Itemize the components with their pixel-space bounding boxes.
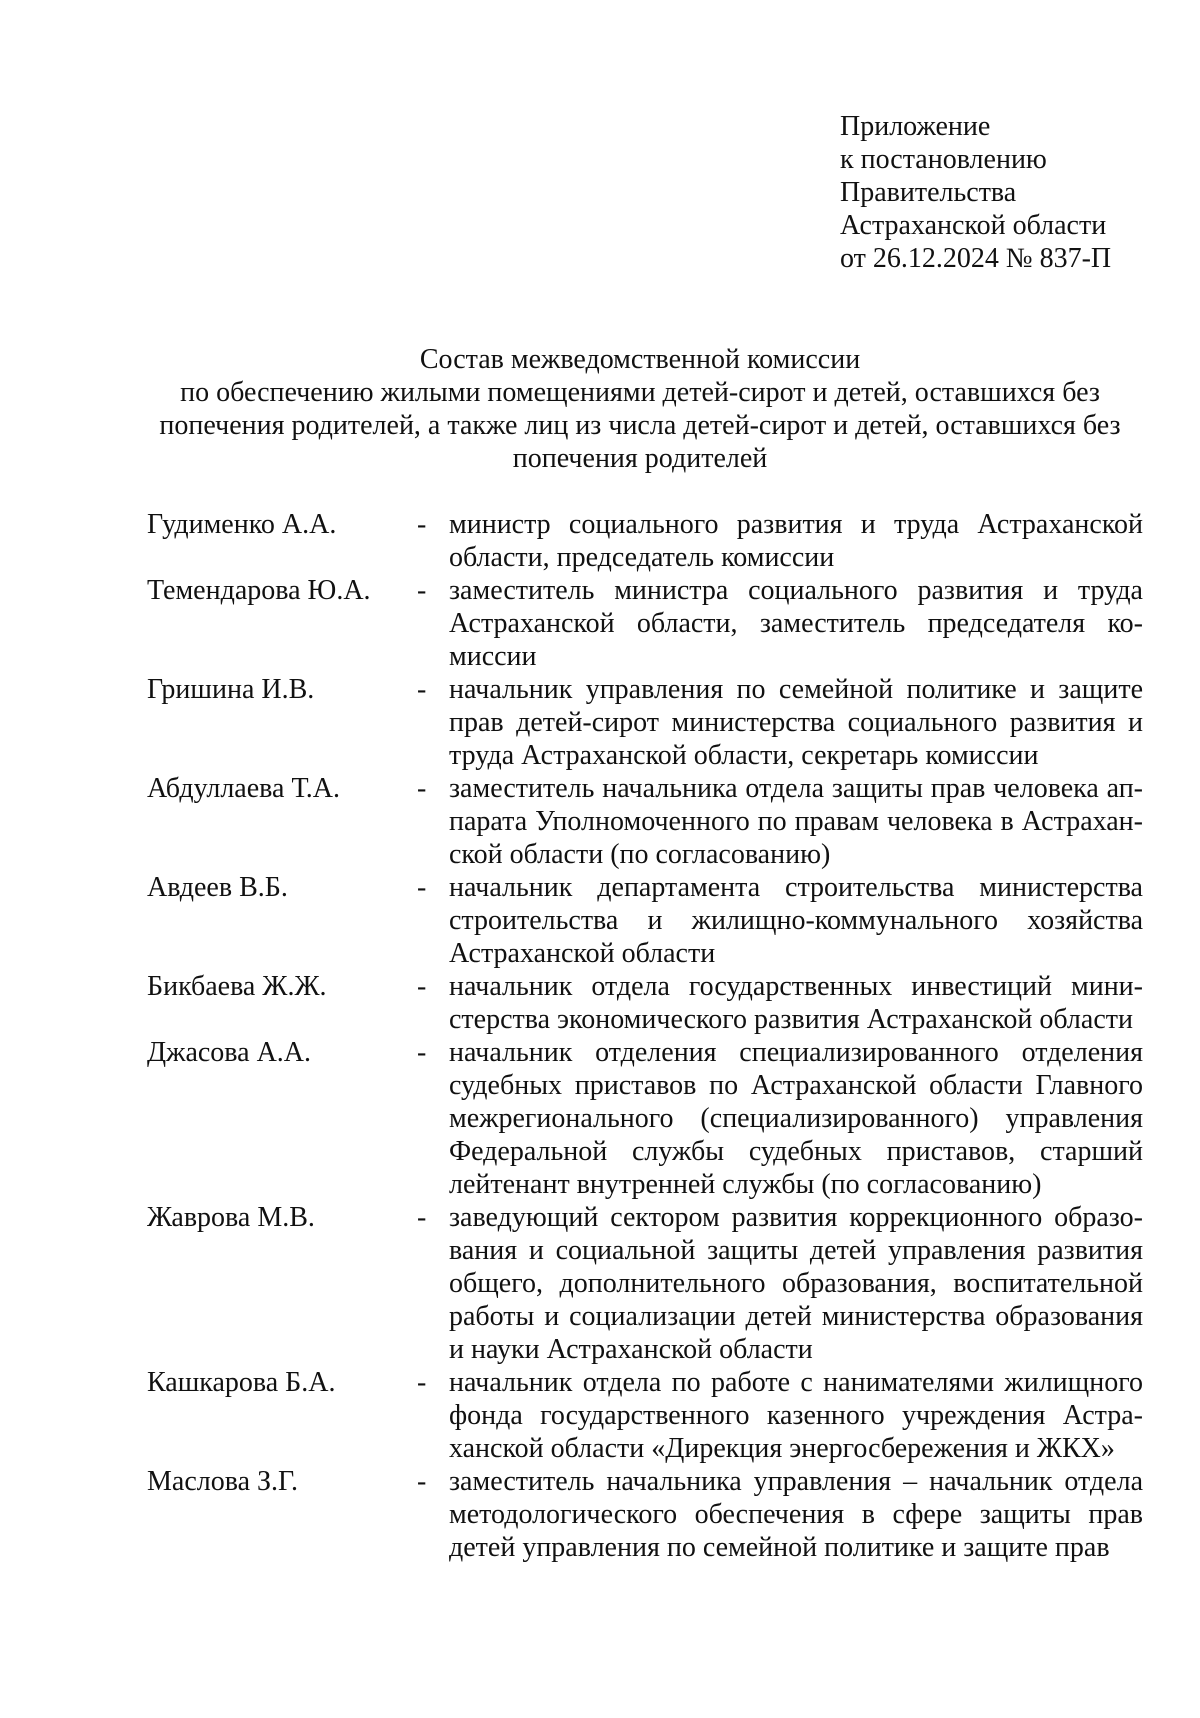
title-line: попечения родителей, а также лиц из числа детей-сирот и детей, оставшихся без: [159, 410, 1121, 441]
member-name: Темендарова Ю.А.: [147, 575, 371, 606]
appendix-line: от 26.12.2024 № 837-П: [840, 243, 1112, 274]
member-role: заместитель начальника управления – начальник отдела методологического обеспечения в сфере защиты прав детей управления по семейной политике и защите прав: [449, 1466, 1143, 1563]
member-role: заместитель министра социального развития и труда Астраханской области, заместитель председателя комиссии: [449, 575, 1143, 672]
document-title: [140, 343, 1140, 475]
member-name: Авдеев В.Б.: [147, 872, 288, 903]
member-name: Гудименко А.А.: [147, 509, 337, 540]
member-name: Абдуллаева Т.А.: [147, 773, 340, 804]
member-role: начальник отделения специализированного отделения судебных приставов по Астраханской области Главного межрегионального (специализированного) управления Федеральной службы судебных приставов, старший лейтенант внутренней службы (по согласованию): [449, 1037, 1143, 1200]
member-dash: -: [417, 773, 427, 804]
member-dash: -: [417, 1202, 427, 1233]
member-role: начальник отдела государственных инвестиций министерства экономического развития Астраханской области: [449, 971, 1143, 1035]
appendix-line: к постановлению: [840, 144, 1047, 175]
member-name: Джасова А.А.: [147, 1037, 312, 1068]
member-row: [147, 1366, 1143, 1465]
member-row: [147, 574, 1143, 673]
member-dash: -: [417, 1367, 427, 1398]
member-name: Маслова З.Г.: [147, 1466, 299, 1497]
appendix-line: Правительства: [840, 177, 1017, 208]
member-row: [147, 871, 1143, 970]
member-role: министр социального развития и труда Астраханской области, председатель комиссии: [449, 509, 1143, 573]
member-dash: -: [417, 872, 427, 903]
member-row: [147, 1465, 1143, 1564]
member-row: [147, 508, 1143, 574]
member-dash: -: [417, 1466, 427, 1497]
member-row: [147, 673, 1143, 772]
title-line: по обеспечению жилыми помещениями детей-сирот и детей, оставшихся без: [180, 377, 1100, 408]
title-line: попечения родителей: [512, 443, 768, 474]
member-role: заместитель начальника отдела защиты прав человека аппарата Уполномоченного по правам человека в Астраханской области (по согласованию): [449, 773, 1143, 870]
member-dash: -: [417, 674, 427, 705]
member-dash: -: [417, 1037, 427, 1068]
member-dash: -: [417, 509, 427, 540]
members-list: [147, 508, 1143, 1564]
member-row: [147, 1036, 1143, 1201]
member-role: заведующий сектором развития коррекционного образования и социальной защиты детей управления развития общего, дополнительного образования, воспитательной работы и социализации детей министерства образования и науки Астраханской области: [449, 1202, 1143, 1365]
appendix-block: [840, 110, 1111, 275]
appendix-line: Приложение: [840, 111, 991, 142]
member-role: начальник департамента строительства министерства строительства и жилищно-коммунального хозяйства Астраханской области: [449, 872, 1143, 969]
member-row: [147, 1201, 1143, 1366]
member-row: [147, 970, 1143, 1036]
member-name: Кашкарова Б.А.: [147, 1367, 336, 1398]
member-dash: -: [417, 575, 427, 606]
member-row: [147, 772, 1143, 871]
member-name: Бикбаева Ж.Ж.: [147, 971, 327, 1002]
member-role: начальник управления по семейной политике и защите прав детей-сирот министерства социального развития и труда Астраханской области, секретарь комиссии: [449, 674, 1143, 771]
member-role: начальник отдела по работе с нанимателями жилищного фонда государственного казенного учреждения Астраханской области «Дирекция энергосбережения и ЖКХ»: [449, 1367, 1143, 1464]
member-name: Жаврова М.В.: [147, 1202, 315, 1233]
member-dash: -: [417, 971, 427, 1002]
appendix-line: Астраханской области: [840, 210, 1107, 241]
title-line: Состав межведомственной комиссии: [419, 344, 861, 375]
member-name: Гришина И.В.: [147, 674, 315, 705]
